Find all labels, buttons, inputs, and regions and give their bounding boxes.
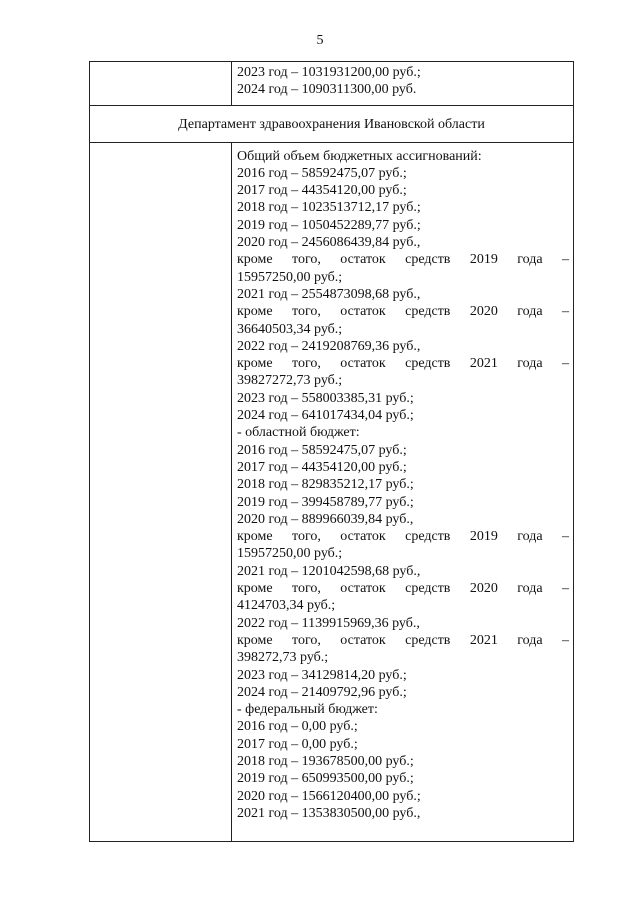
text-line: 2016 год – 58592475,07 руб.; — [237, 442, 407, 458]
text-word: кроме — [237, 581, 273, 597]
budget-allocations-cell — [232, 143, 573, 841]
text-word: года — [517, 581, 543, 597]
text-word: – — [561, 632, 569, 648]
text-word: того, — [292, 304, 321, 320]
text-word: кроме — [237, 304, 273, 320]
text-line: 2019 год – 650993500,00 руб.; — [237, 771, 414, 787]
text-line: 15957250,00 руб.; — [237, 269, 343, 285]
text-line: 2020 год – 889966039,84 руб., — [237, 511, 414, 527]
text-word: кроме — [237, 632, 273, 648]
text-word: года — [517, 632, 543, 648]
text-line: 2019 год – 399458789,77 руб.; — [237, 494, 414, 510]
text-word: средств — [405, 529, 451, 545]
budget-table — [89, 61, 574, 842]
text-line — [237, 303, 569, 320]
page-number: 5 — [316, 33, 324, 48]
text-word: остаток — [340, 581, 386, 597]
text-line: 2022 год – 2419208769,36 руб., — [237, 338, 421, 354]
text-line: - областной бюджет: — [237, 425, 360, 441]
department-title-row — [90, 106, 573, 143]
text-line: 2023 год – 1031931200,00 руб.; — [237, 65, 421, 80]
text-line: 36640503,34 руб.; — [237, 321, 343, 337]
text-word: остаток — [340, 304, 386, 320]
text-word: средств — [405, 581, 451, 597]
text-line: 2018 год – 829835212,17 руб.; — [237, 477, 414, 493]
text-word: средств — [405, 304, 451, 320]
text-word: того, — [292, 529, 321, 545]
table-cell-left — [90, 62, 232, 105]
text-line — [237, 580, 569, 597]
text-line: 2016 год – 0,00 руб.; — [237, 719, 358, 735]
text-line: 2023 год – 558003385,31 руб.; — [237, 390, 414, 406]
text-word: средств — [405, 356, 451, 372]
text-line: 2016 год – 58592475,07 руб.; — [237, 165, 407, 181]
text-word: – — [561, 529, 569, 545]
text-line: 15957250,00 руб.; — [237, 546, 343, 562]
table-row-top — [90, 62, 573, 106]
text-word: остаток — [340, 529, 386, 545]
text-line — [237, 355, 569, 372]
table-row-main — [90, 143, 573, 841]
text-word: 2019 — [469, 252, 498, 268]
table-cell-left — [90, 143, 232, 841]
table-cell-right — [232, 62, 573, 105]
text-line — [237, 632, 569, 649]
text-word: средств — [405, 252, 451, 268]
text-word: 2020 — [469, 304, 498, 320]
text-word: – — [561, 581, 569, 597]
text-line: Общий объем бюджетных ассигнований: — [237, 148, 482, 164]
text-word: 2021 — [469, 356, 498, 372]
text-word: года — [517, 304, 543, 320]
text-word: – — [561, 304, 569, 320]
text-word: того, — [292, 581, 321, 597]
text-word: остаток — [340, 356, 386, 372]
text-line: 398272,73 руб.; — [237, 650, 329, 666]
text-word: средств — [405, 632, 451, 648]
text-word: остаток — [340, 632, 386, 648]
text-word: – — [561, 252, 569, 268]
text-line: 2017 год – 0,00 руб.; — [237, 736, 358, 752]
text-line: 2018 год – 1023513712,17 руб.; — [237, 200, 421, 216]
text-word: года — [517, 252, 543, 268]
text-line: 2024 год – 21409792,96 руб.; — [237, 684, 407, 700]
text-word: остаток — [340, 252, 386, 268]
text-line: 2021 год – 2554873098,68 руб., — [237, 286, 421, 302]
text-line: 2023 год – 34129814,20 руб.; — [237, 667, 407, 683]
text-word: – — [561, 356, 569, 372]
text-word: того, — [292, 252, 321, 268]
text-word: года — [517, 529, 543, 545]
text-word: кроме — [237, 356, 273, 372]
text-line: 2020 год – 2456086439,84 руб., — [237, 235, 421, 251]
text-line: 2019 год – 1050452289,77 руб.; — [237, 217, 421, 233]
text-line: 4124703,34 руб.; — [237, 598, 336, 614]
text-line: 2021 год – 1201042598,68 руб., — [237, 563, 421, 579]
text-line: 2020 год – 1566120400,00 руб.; — [237, 788, 421, 804]
text-line: 2021 год – 1353830500,00 руб., — [237, 805, 421, 821]
text-word: того, — [292, 632, 321, 648]
text-line: 2017 год – 44354120,00 руб.; — [237, 183, 407, 199]
text-line — [237, 251, 569, 268]
text-word: года — [517, 356, 543, 372]
text-line: 2024 год – 641017434,04 руб.; — [237, 408, 414, 424]
department-title: Департамент здравоохранения Ивановской области — [178, 116, 485, 132]
text-line: - федеральный бюджет: — [237, 702, 378, 718]
text-word: 2019 — [469, 529, 498, 545]
text-line: 2024 год – 1090311300,00 руб. — [237, 82, 417, 98]
text-word: кроме — [237, 529, 273, 545]
text-line — [237, 528, 569, 545]
text-line: 2022 год – 1139915969,36 руб., — [237, 615, 420, 631]
text-line: 2018 год – 193678500,00 руб.; — [237, 753, 414, 769]
text-line: 2017 год – 44354120,00 руб.; — [237, 459, 407, 475]
text-line: 39827272,73 руб.; — [237, 373, 343, 389]
text-word: того, — [292, 356, 321, 372]
text-word: кроме — [237, 252, 273, 268]
text-word: 2020 — [469, 581, 498, 597]
text-word: 2021 — [469, 632, 498, 648]
